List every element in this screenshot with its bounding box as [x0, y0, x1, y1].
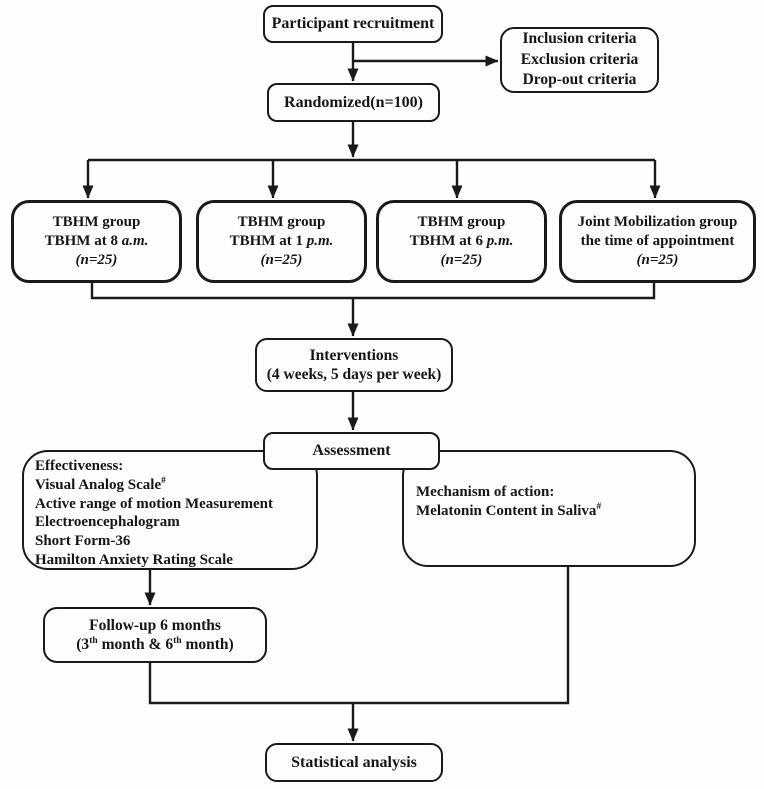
group2-time: TBHM at 1 p.m. — [229, 232, 334, 249]
effectiveness-heading: Effectiveness: — [35, 458, 124, 474]
group2-title: TBHM group — [237, 213, 326, 230]
node-mechanism — [402, 450, 696, 567]
group3-title: TBHM group — [417, 213, 506, 230]
effectiveness-item-hars: Hamilton Anxiety Rating Scale — [35, 552, 233, 569]
merge-line — [92, 282, 654, 298]
group4-n: (n=25) — [636, 252, 679, 269]
mechanism-item-melatonin: Melatonin Content in Saliva# — [416, 501, 602, 519]
followup-line2: (3th month & 6th month) — [76, 634, 234, 653]
group3-n: (n=25) — [440, 252, 483, 269]
statistical-label: Statistical analysis — [291, 753, 417, 771]
node-participant-recruitment — [263, 5, 443, 43]
group4-time: the time of appointment — [580, 232, 735, 249]
group3-time: TBHM at 6 p.m. — [409, 232, 514, 249]
assessment-label: Assessment — [312, 442, 391, 460]
effectiveness-item-arom: Active range of motion Measurement — [35, 495, 273, 512]
group2-n: (n=25) — [260, 252, 303, 269]
participant-label: Participant recruitment — [271, 15, 435, 33]
group1-title: TBHM group — [52, 213, 141, 230]
node-criteria — [500, 27, 659, 93]
followup-line1: Follow-up 6 months — [89, 616, 221, 634]
node-group-joint-mobilization — [559, 200, 756, 283]
group1-n: (n=25) — [75, 252, 118, 269]
mechanism-heading: Mechanism of action: — [416, 484, 555, 500]
effectiveness-item-vas: Visual Analog Scale# — [35, 475, 166, 493]
interventions-line1: Interventions — [309, 346, 399, 364]
effectiveness-item-eeg: Electroencephalogram — [35, 514, 180, 531]
node-group-tbhm-1pm — [196, 200, 367, 283]
group4-title: Joint Mobilization group — [577, 213, 738, 230]
node-statistical-analysis — [265, 743, 443, 782]
criteria-line-inclusion: Inclusion criteria — [522, 29, 637, 47]
randomized-label: Randomized(n=100) — [284, 93, 423, 111]
criteria-line-dropout: Drop-out criteria — [522, 71, 637, 89]
effectiveness-item-sf36: Short Form-36 — [35, 533, 131, 550]
interventions-line2: (4 weeks, 5 days per week) — [266, 366, 442, 383]
group1-time: TBHM at 8 a.m. — [44, 232, 149, 249]
node-assessment — [263, 432, 440, 470]
node-interventions — [255, 338, 453, 392]
node-group-tbhm-6pm — [376, 200, 547, 283]
node-followup — [43, 607, 267, 663]
criteria-line-exclusion: Exclusion criteria — [520, 50, 639, 68]
node-group-tbhm-8am — [11, 200, 182, 283]
node-randomized — [267, 83, 440, 122]
